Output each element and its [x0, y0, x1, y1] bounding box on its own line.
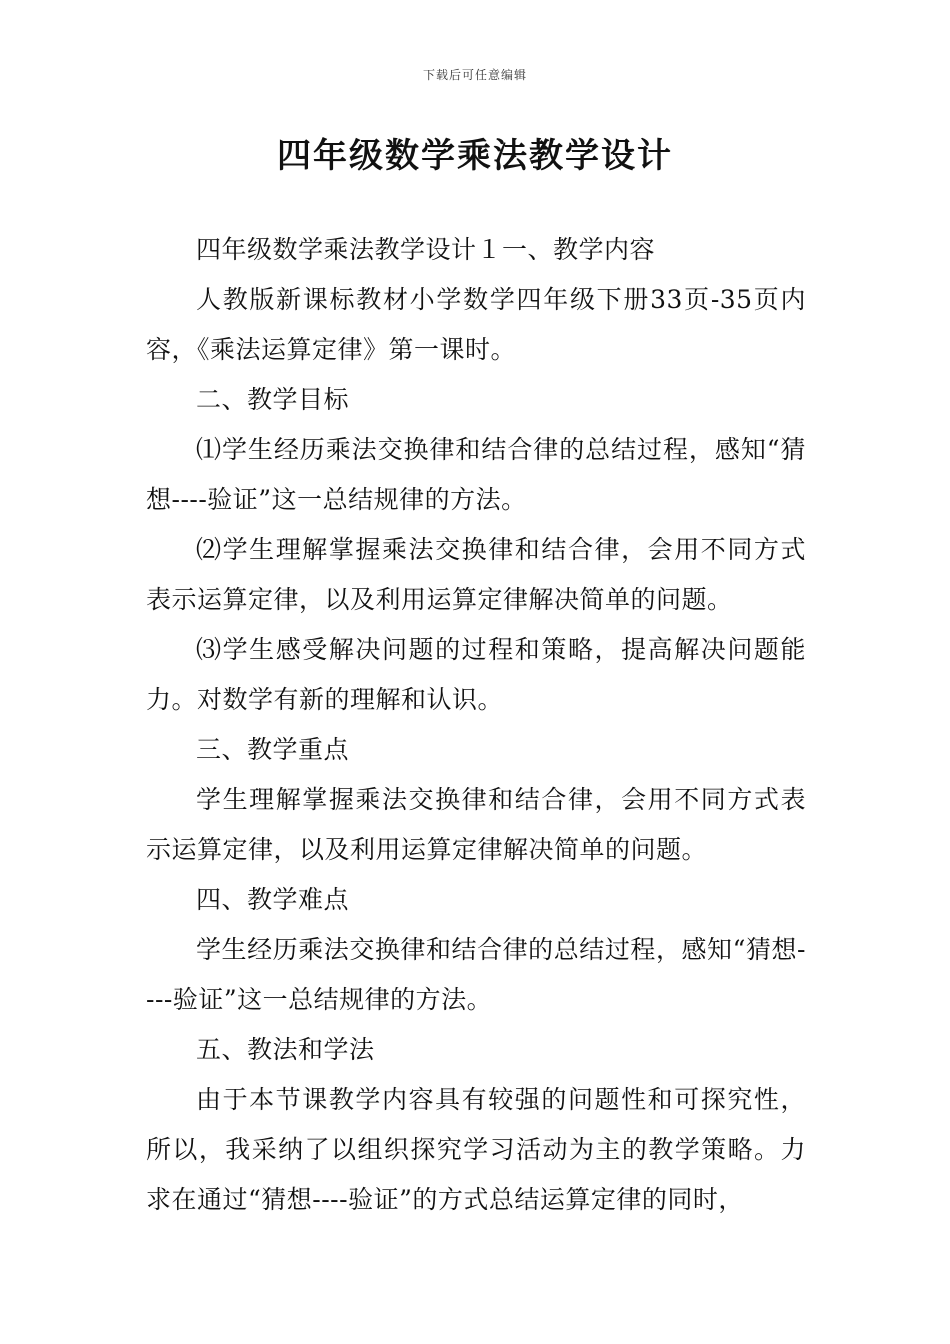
section-heading-difficulties: 四、教学难点: [196, 885, 350, 914]
document-body: [146, 225, 806, 1225]
header-note: 下载后可任意编辑: [422, 68, 527, 82]
objective-item-3: ⑶学生感受解决问题的过程和策略，提高解决问题能力。对数学有新的理解和认识。: [146, 635, 806, 714]
document-title: 四年级数学乘法教学设计: [277, 136, 673, 176]
section-heading-key-points: 三、教学重点: [196, 735, 350, 764]
objective-item-2: ⑵学生理解掌握乘法交换律和结合律，会用不同方式表示运算定律，以及利用运算定律解决简单的问题。: [146, 535, 806, 614]
section-heading-objectives: 二、教学目标: [196, 385, 350, 414]
paragraph-content: 人教版新课标教材小学数学四年级下册33页-35页内容，《乘法运算定律》第一课时。: [146, 285, 806, 364]
objective-item-1: ⑴学生经历乘法交换律和结合律的总结过程，感知“猜想----验证”这一总结规律的方法。: [146, 435, 806, 514]
paragraph-methods: 由于本节课教学内容具有较强的问题性和可探究性，所以，我采纳了以组织探究学习活动为主的教学策略。力求在通过“猜想----验证”的方式总结运算定律的同时，: [146, 1085, 806, 1214]
section-heading-methods: 五、教法和学法: [196, 1035, 375, 1064]
paragraph-intro-heading: 四年级数学乘法教学设计１一、教学内容: [196, 235, 656, 264]
paragraph-difficulties: 学生经历乘法交换律和结合律的总结过程，感知“猜想----验证”这一总结规律的方法。: [146, 935, 806, 1014]
paragraph-key-points: 学生理解掌握乘法交换律和结合律，会用不同方式表示运算定律，以及利用运算定律解决简单的问题。: [146, 785, 806, 864]
